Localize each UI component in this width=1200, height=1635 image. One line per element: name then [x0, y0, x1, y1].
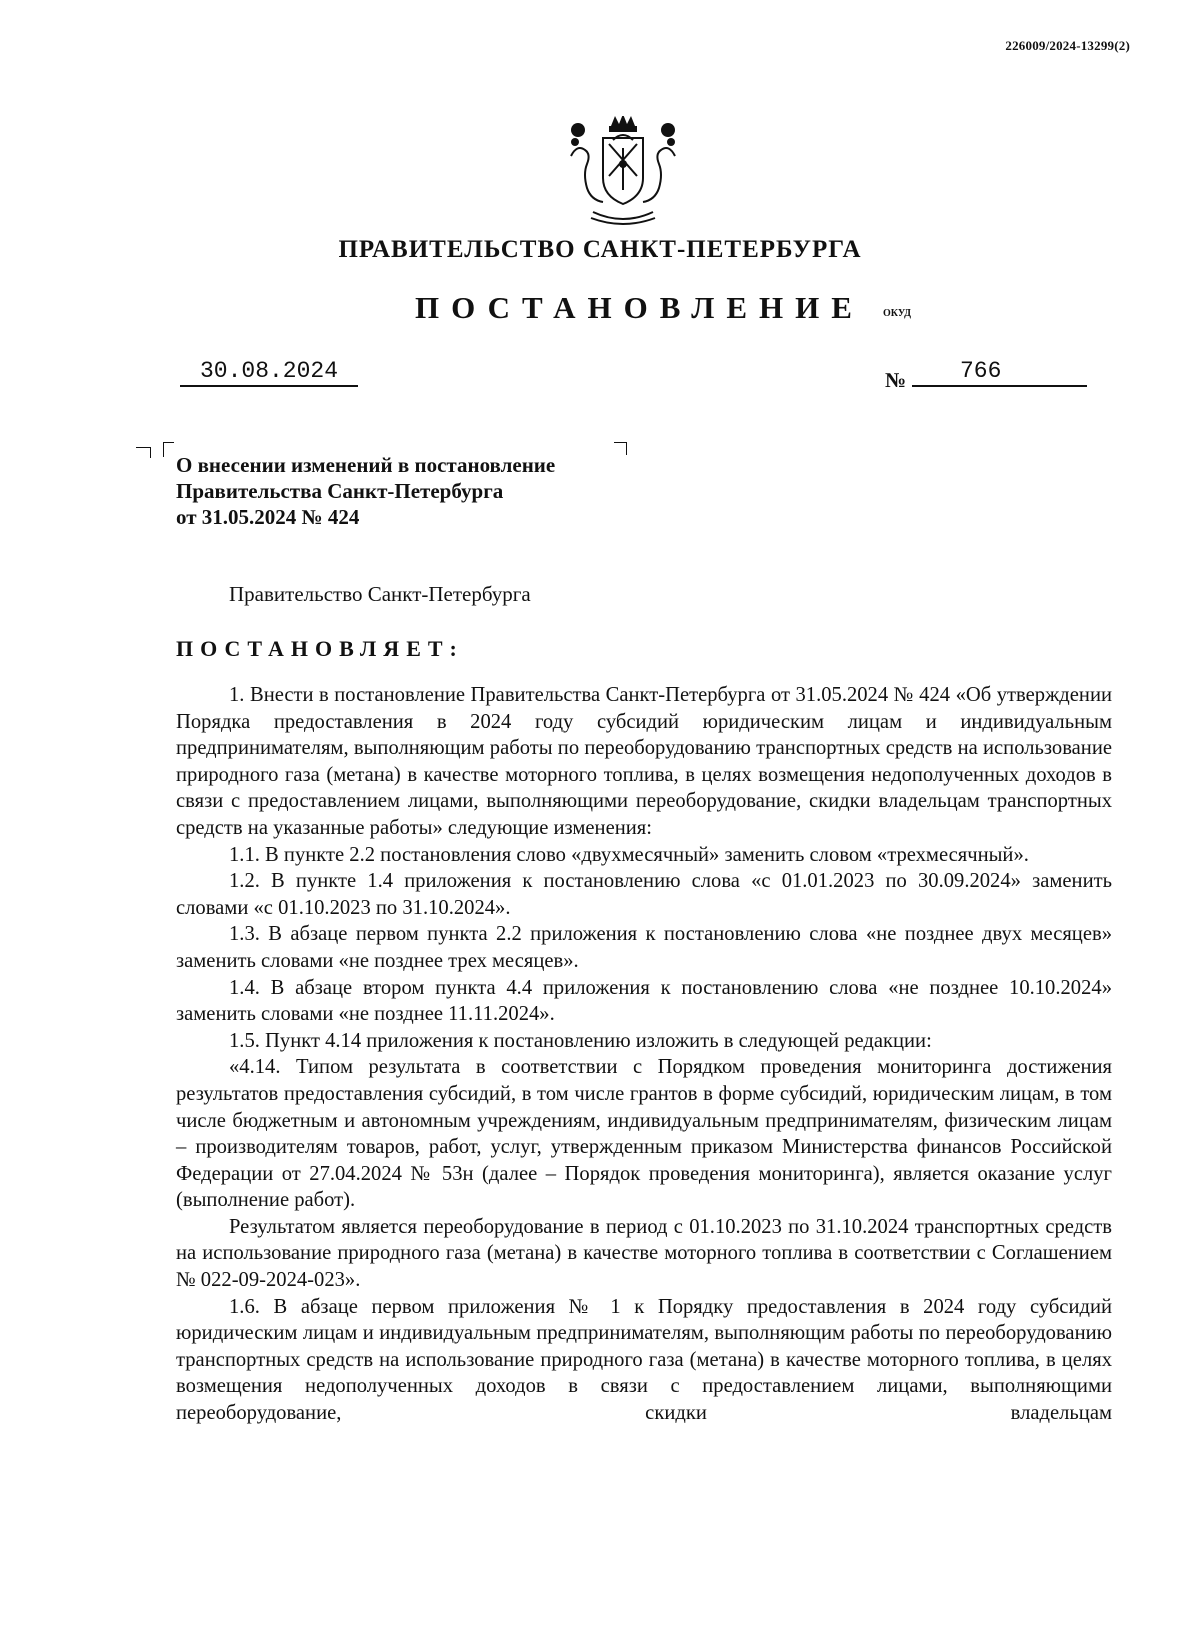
- registration-number: 226009/2024-13299(2): [1005, 38, 1130, 53]
- document-body: [176, 682, 1112, 1427]
- paragraph-1-5: 1.5. Пункт 4.14 приложения к постановлению изложить в следующей редакции:: [229, 1029, 932, 1052]
- number-sign: №: [885, 368, 907, 392]
- paragraph-1-3: 1.3. В абзаце первом пункта 2.2 приложения к постановлению слова «не позднее двух месяцев» заменить словами «не позднее трех месяцев».: [176, 923, 1112, 972]
- paragraph-1: 1. Внести в постановление Правительства Санкт-Петербурга от 31.05.2024 № 424 «Об утверждении Порядка предоставления в 2024 году субсидий юридическим лицам и индивидуальным предпринимателям, выполняющим работы по переоборудованию транспортных средств на использование природного газа (метана) в качестве моторного топлива, в целях возмещения недополученных доходов в связи с предоставлением лицами, выполняющими переоборудование, скидки владельцам транспортных средств на указанные работы» следующие изменения:: [176, 684, 1112, 839]
- document-number: 766: [912, 358, 1087, 387]
- paragraph-1-4: 1.4. В абзаце втором пункта 4.4 приложения к постановлению слова «не позднее 10.10.2024» заменить словами «не позднее 11.11.2024».: [176, 976, 1112, 1026]
- coat-of-arms-emblem: [563, 116, 683, 228]
- resolves-heading: ПОСТАНОВЛЯЕТ:: [176, 636, 464, 661]
- subject-line: от 31.05.2024 № 424: [176, 505, 360, 529]
- subject-line: О внесении изменений в постановление: [176, 453, 556, 477]
- paragraph-1-6: 1.6. В абзаце первом приложения № 1 к Порядку предоставления в 2024 году субсидий юридическим лицам и индивидуальным предпринимателям, выполняющим работы по переоборудованию транспортных средств на использование природного газа (метана) в качестве моторного топлива, в целях возмещения недополученных доходов в связи с предоставлением лицами, выполняющими переоборудование, скидки владельцам: [176, 1295, 1112, 1425]
- paragraph-1-1: 1.1. В пункте 2.2 постановления слово «двухмесячный» заменить словом «трехмесячный».: [229, 843, 1029, 866]
- corner-mark-right: [614, 442, 627, 455]
- preamble: Правительство Санкт-Петербурга: [229, 582, 531, 606]
- corner-mark-left-inner: [163, 442, 174, 457]
- okud-label: ОКУД: [883, 308, 912, 319]
- document-subject: [176, 452, 555, 530]
- corner-mark-left-outer: [136, 447, 151, 458]
- document-date: 30.08.2024: [180, 358, 358, 387]
- paragraph-1-2: 1.2. В пункте 1.4 приложения к постановлению слова «с 01.01.2023 по 30.09.2024» заменить словами «с 01.10.2023 по 31.10.2024».: [176, 870, 1112, 919]
- authority-title: ПРАВИТЕЛЬСТВО САНКТ-ПЕТЕРБУРГА: [338, 236, 862, 263]
- document-type-heading: ПОСТАНОВЛЕНИЕ: [415, 290, 864, 325]
- paragraph-4-14: «4.14. Типом результата в соответствии с Порядком проведения мониторинга достижения результатов предоставления субсидий, в том числе грантов в форме субсидий, юридическим лицам, в том числе бюджетным и автономным учреждениям, индивидуальным предпринимателям, физическим лицам – производителям товаров, работ, услуг, утвержденным приказом Министерства финансов Российской Федерации от 27.04.2024 № 53н (далее – Порядок проведения мониторинга), является оказание услуг (выполнение работ).: [176, 1056, 1112, 1212]
- subject-line: Правительства Санкт-Петербурга: [176, 479, 504, 503]
- paragraph-result: Результатом является переоборудование в период с 01.10.2023 по 31.10.2024 транспортных средств на использование природного газа (метана) в качестве моторного топлива в соответствии с Соглашением № 022-09-2024-023».: [176, 1215, 1112, 1292]
